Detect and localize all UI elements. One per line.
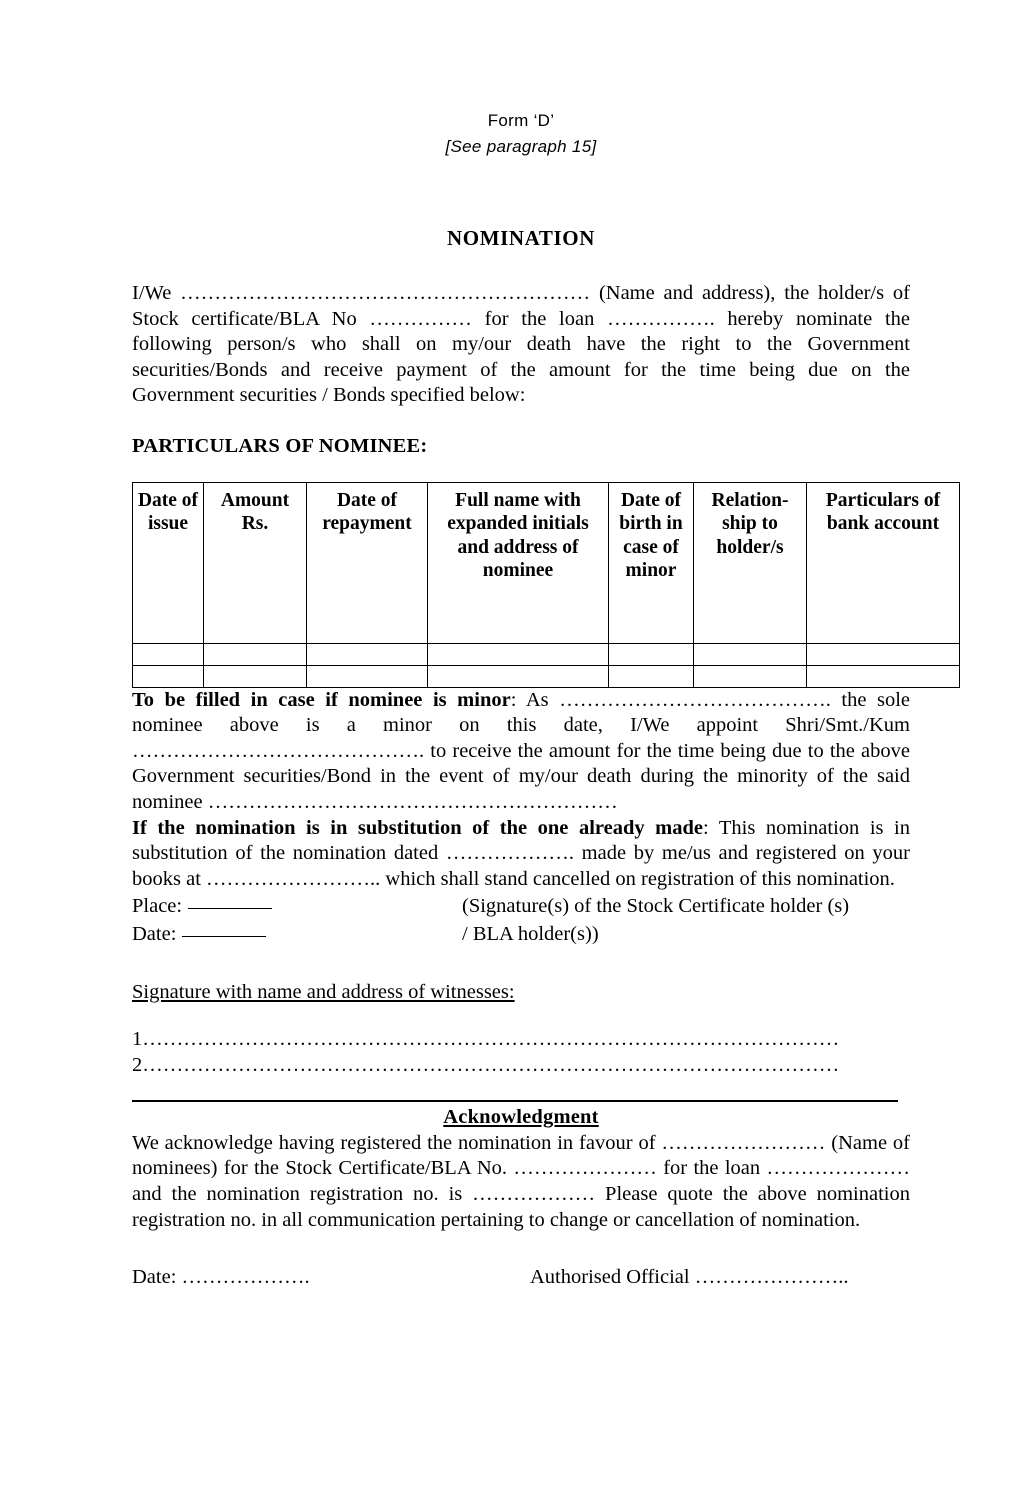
witness-heading: Signature with name and address of witnesses: (132, 980, 515, 1003)
column-header-relationship: Relation- ship to holder/s (694, 482, 807, 643)
table-body (133, 643, 960, 687)
witness-lines (132, 1027, 910, 1078)
acknowledgment-title (132, 1105, 910, 1131)
acknowledgment-body: We acknowledge having registered the nomination in favour of …………………… (Name of nominees) for the Stock Certificate/BLA No. ………………… for the loan ………………… and the nomination registration no. is ……………… Please quote the above nomination registration no. in all communication pertaining to change or cancellation of nomination. (132, 1131, 910, 1231)
minor-clause-text: : As …………………………………. the sole nominee above is a minor on this date, I/We appoint Shri/Smt./Kum ……………………………………. to receive the amount for the time being due to the above Government securities/Bond in the event of my/our death during the minority of the said nominee …………………………………………………… (132, 688, 911, 813)
cell-full-name[interactable] (428, 665, 609, 687)
particulars-heading: PARTICULARS OF NOMINEE: (132, 434, 428, 457)
column-header-amount: Amount Rs. (204, 482, 307, 643)
cell-relationship[interactable] (694, 643, 807, 665)
acknowledgment-divider (132, 1100, 898, 1102)
place-field-group (132, 894, 462, 920)
column-header-bank-account: Particulars of bank account (807, 482, 960, 643)
witness-heading-wrap (132, 948, 910, 1006)
table-row[interactable] (133, 665, 960, 687)
cell-bank-account[interactable] (807, 665, 960, 687)
cell-date-of-issue[interactable] (133, 665, 204, 687)
cell-relationship[interactable] (694, 665, 807, 687)
table-header-row (133, 482, 960, 643)
acknowledgment-footer-row (132, 1265, 910, 1291)
column-header-full-name: Full name with expanded initials and address of nominee (428, 482, 609, 643)
minor-clause-lead: To be filled in case if nominee is minor (132, 688, 511, 711)
column-header-date-of-repayment: Date of repayment (307, 482, 428, 643)
substitution-clause-lead: If the nomination is in substitution of the one already made (132, 816, 704, 839)
minor-clause-paragraph (132, 688, 910, 816)
date-input-blank[interactable] (182, 922, 266, 937)
cell-amount[interactable] (204, 665, 307, 687)
date-label: Date: (132, 922, 177, 945)
date-field-group (132, 922, 462, 948)
signature-caption-line-2: / BLA holder(s)) (462, 922, 599, 945)
cell-date-of-birth[interactable] (609, 643, 694, 665)
signature-caption-line-1: (Signature(s) of the Stock Certificate holder (s) (462, 895, 850, 918)
nominee-particulars-table (132, 482, 960, 688)
acknowledgment-date-line[interactable]: Date: ………………. (132, 1266, 310, 1289)
substitution-clause-paragraph (132, 816, 910, 893)
form-identifier: Form ‘D’ (487, 111, 555, 130)
cell-date-of-issue[interactable] (133, 643, 204, 665)
substitution-clause-text: : This nomination is in substitution of the nomination dated ………………. made by me/us and registered on your books at …………………….. which shall stand cancelled on registration of this nomination. (132, 816, 910, 890)
column-header-date-of-issue: Date of issue (133, 482, 204, 643)
place-input-blank[interactable] (188, 894, 272, 909)
cell-amount[interactable] (204, 643, 307, 665)
acknowledgment-title-text: Acknowledgment (443, 1106, 599, 1129)
column-header-date-of-birth: Date of birth in case of minor (609, 482, 694, 643)
page-title: NOMINATION (447, 226, 595, 250)
table-header (133, 482, 960, 643)
authorised-official-line[interactable]: Authorised Official ………………….. (530, 1266, 849, 1289)
cell-date-of-birth[interactable] (609, 665, 694, 687)
witness-line-2[interactable]: 2………………………………………………………………………………………… (132, 1053, 840, 1076)
place-signature-row (132, 894, 910, 920)
cell-date-of-repayment[interactable] (307, 665, 428, 687)
form-paragraph-reference: [See paragraph 15] (445, 137, 597, 156)
document-content (132, 0, 941, 1291)
table-row[interactable] (133, 643, 960, 665)
date-signature-row (132, 922, 910, 948)
intro-paragraph: I/We …………………………………………………… (Name and address), the holder/s of Stock certificate/BLA No …………… for the loan ……………. hereby nominate the following person/s who shall on my/our death have the right to the Government securities/Bonds and receive payment of the amount for the time being due on the Government securities / Bonds specified below: (132, 282, 910, 407)
place-label: Place: (132, 895, 183, 918)
cell-full-name[interactable] (428, 643, 609, 665)
witness-line-1[interactable]: 1………………………………………………………………………………………… (132, 1028, 840, 1051)
form-header (132, 0, 910, 160)
cell-date-of-repayment[interactable] (307, 643, 428, 665)
cell-bank-account[interactable] (807, 643, 960, 665)
